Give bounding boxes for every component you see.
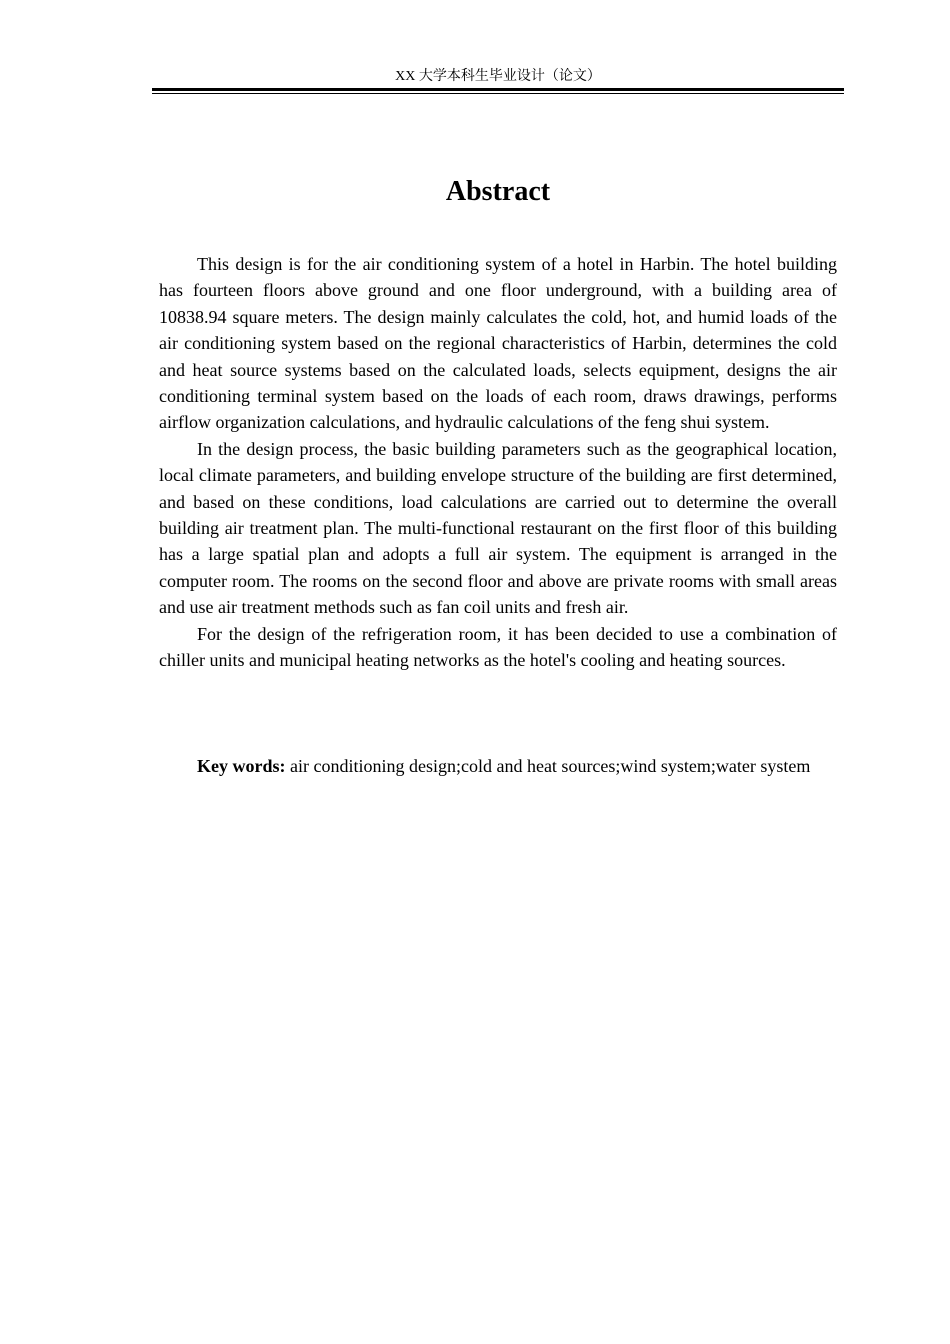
abstract-body <box>159 251 837 674</box>
abstract-paragraph-3: For the design of the refrigeration room, it has been decided to use a combination of chiller units and municipal heating networks as the hotel's cooling and heating sources. <box>159 623 837 671</box>
keywords-text: air conditioning design;cold and heat sources;wind system;water system <box>285 756 811 776</box>
header-rule-thin <box>152 93 844 94</box>
running-header: XX 大学本科生毕业设计（论文） <box>395 69 601 84</box>
abstract-title: Abstract <box>445 176 551 207</box>
abstract-paragraph-1: This design is for the air conditioning system of a hotel in Harbin. The hotel building has fourteen floors above ground and one floor underground, with a building area of 10838.94 square meters. The design mainly calculates the cold, hot, and humid loads of the air conditioning system based on the regional characteristics of Harbin, determines the cold and heat source systems based on the calculated loads, selects equipment, designs the air conditioning terminal system based on the loads of each room, draws drawings, performs airflow organization calculations, and hydraulic calculations of the feng shui system. <box>159 254 837 433</box>
keywords-label: Key words: <box>197 756 286 776</box>
header-rule-thick <box>152 88 844 91</box>
keywords-line <box>159 753 837 779</box>
abstract-paragraph-2: In the design process, the basic building parameters such as the geographical location, local climate parameters, and building envelope structure of the building are first determined, and based on these conditions, load calculations are carried out to determine the overall building air treatment plan. The multi-functional restaurant on the first floor of this building has a large spatial plan and adopts a full air system. The equipment is arranged in the computer room. The rooms on the second floor and above are private rooms with small areas and use air treatment methods such as fan coil units and fresh air. <box>159 438 837 618</box>
